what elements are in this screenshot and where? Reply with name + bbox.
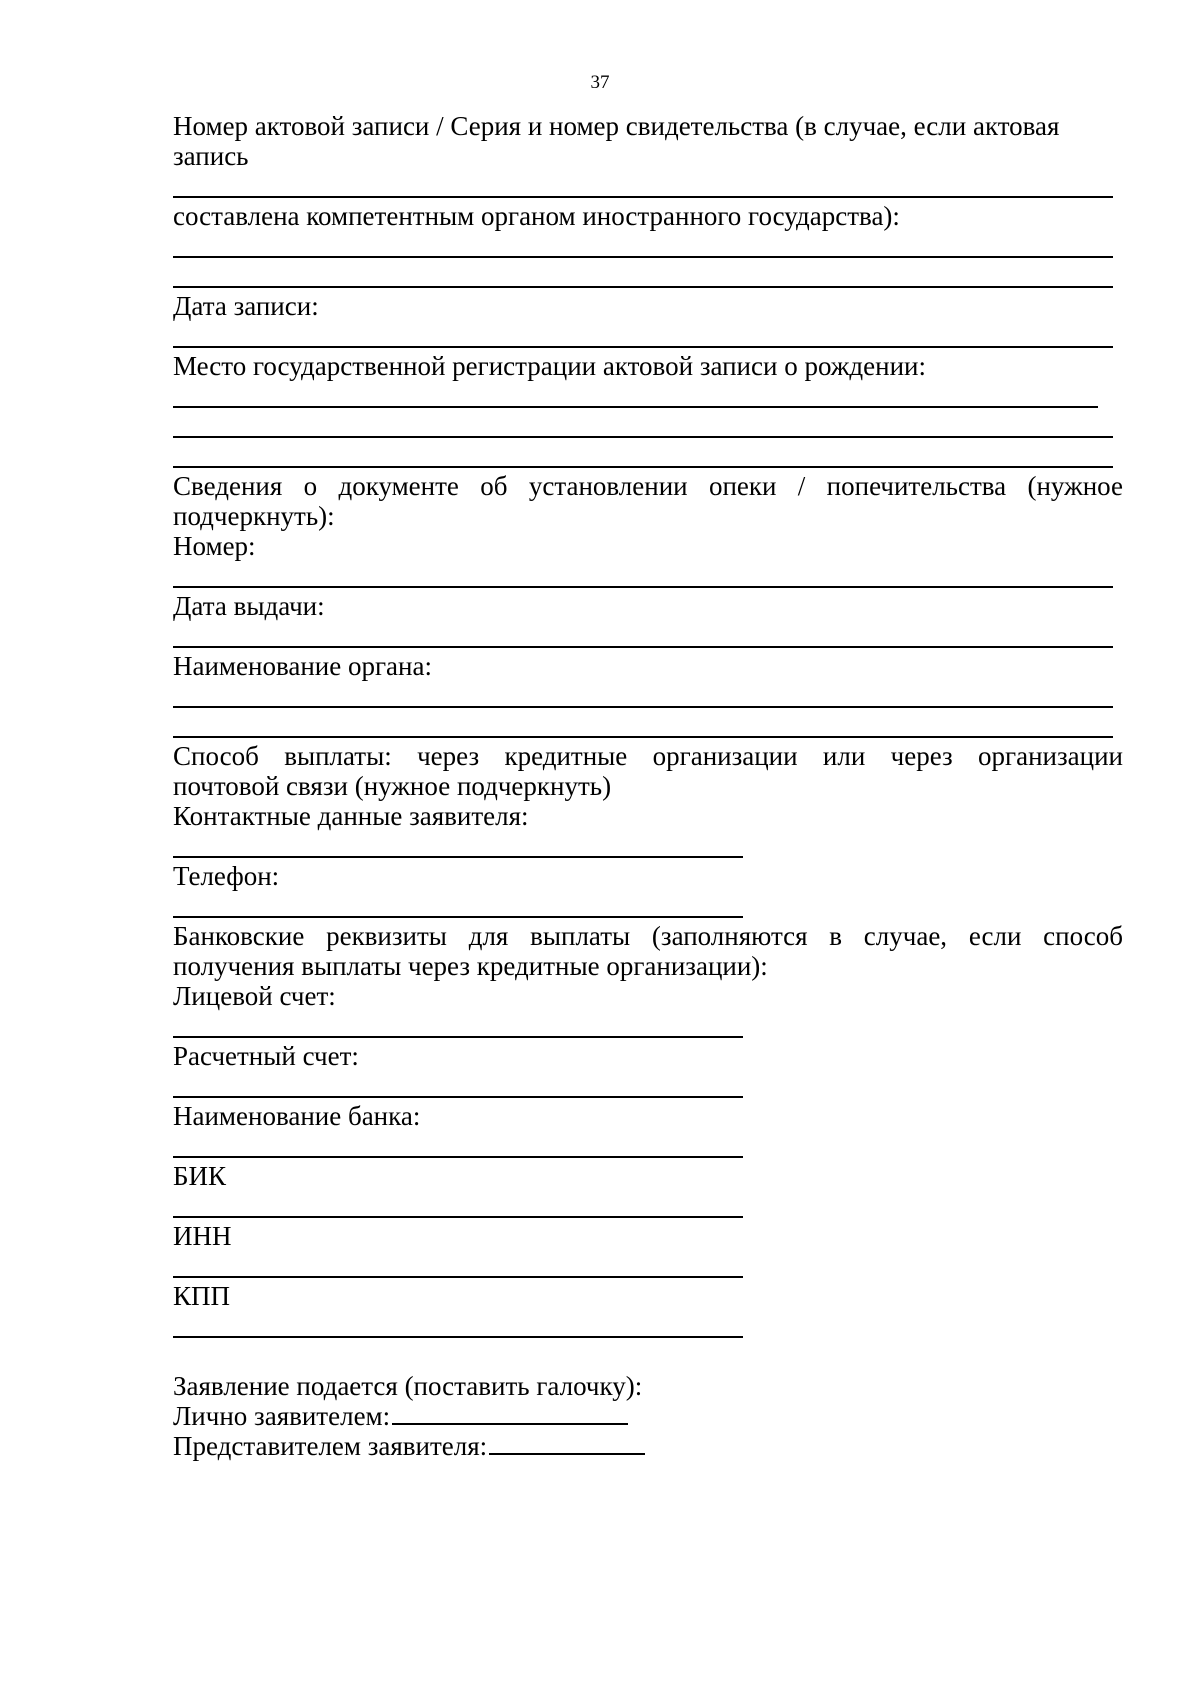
authority-name-field[interactable] [173,706,1113,708]
bank-name-label: Наименование банка: [173,1101,421,1131]
authority-name-field-2[interactable] [173,736,1113,738]
registration-place-field-2[interactable] [173,436,1113,438]
kpp-field[interactable] [173,1336,743,1338]
settlement-account-field[interactable] [173,1096,743,1098]
submission-representative-checkbox-field[interactable] [489,1453,645,1455]
bik-label: БИК [173,1161,227,1191]
record-number-field-2[interactable] [173,256,1113,258]
record-number-field-3[interactable] [173,286,1113,288]
guardianship-heading-line1: Сведения о документе об установлении опеки / попечительства (нужное [173,471,1123,501]
settlement-account-label: Расчетный счет: [173,1041,359,1071]
bank-details-line1: Банковские реквизиты для выплаты (заполняются в случае, если способ [173,921,1123,951]
contacts-label: Контактные данные заявителя: [173,801,529,831]
page-number: 37 [590,72,610,93]
inn-label: ИНН [173,1221,232,1251]
submission-personal-row [173,1400,628,1432]
inn-field[interactable] [173,1276,743,1278]
submission-title: Заявление подается (поставить галочку): [173,1371,643,1401]
submission-representative-label: Представителем заявителя: [173,1431,488,1461]
issue-date-label: Дата выдачи: [173,591,325,621]
registration-place-label: Место государственной регистрации актовой записи о рождении: [173,351,926,381]
record-date-field[interactable] [173,346,1113,348]
bik-field[interactable] [173,1216,743,1218]
registration-place-field-3[interactable] [173,466,1113,468]
bank-name-field[interactable] [173,1156,743,1158]
record-number-field[interactable] [173,196,1113,198]
registration-place-field[interactable] [173,406,1098,408]
guardianship-number-field[interactable] [173,586,1113,588]
personal-account-label: Лицевой счет: [173,981,336,1011]
bank-details-line2: получения выплаты через кредитные организации): [173,951,768,981]
issue-date-field[interactable] [173,646,1113,648]
guardianship-number-label: Номер: [173,531,256,561]
record-number-heading-line1: Номер актовой записи / Серия и номер свидетельства (в случае, если актовая [173,111,1060,141]
payment-method-line1: Способ выплаты: через кредитные организации или через организации [173,741,1123,771]
record-number-heading-line2: запись [173,141,249,171]
kpp-label: КПП [173,1281,231,1311]
record-number-heading-line3: составлена компетентным органом иностранного государства): [173,201,900,231]
submission-personal-label: Лично заявителем: [173,1401,391,1431]
guardianship-heading-line2: подчеркнуть): [173,501,335,531]
authority-name-label: Наименование органа: [173,651,432,681]
payment-method-line2: почтовой связи (нужное подчеркнуть) [173,771,612,801]
phone-field[interactable] [173,916,743,918]
contacts-field[interactable] [173,856,743,858]
record-date-label: Дата записи: [173,291,319,321]
phone-label: Телефон: [173,861,280,891]
submission-representative-row [173,1430,645,1462]
personal-account-field[interactable] [173,1036,743,1038]
submission-personal-checkbox-field[interactable] [392,1423,628,1425]
